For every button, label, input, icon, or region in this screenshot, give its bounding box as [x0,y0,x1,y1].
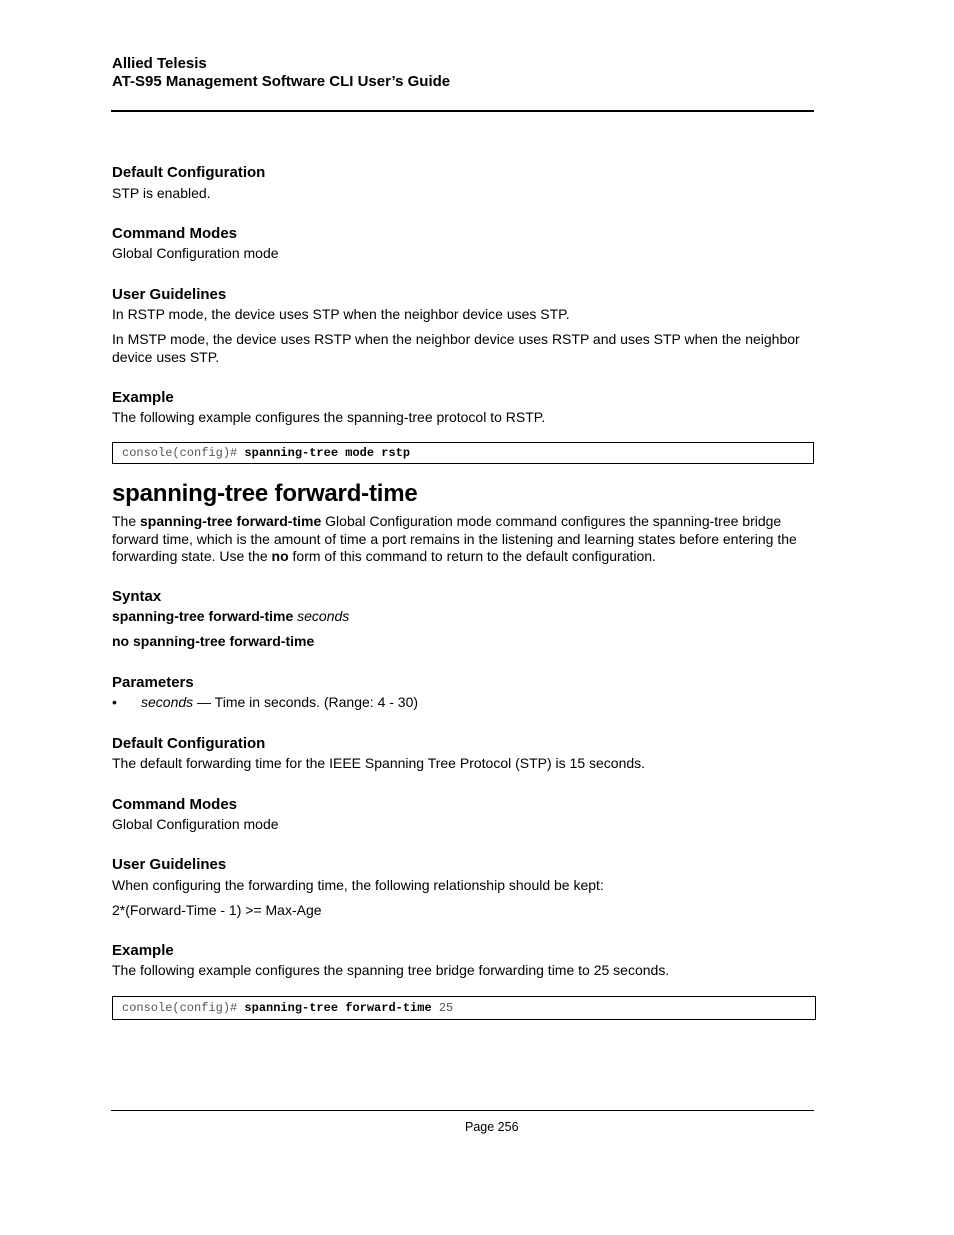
user-guidelines-heading-2: User Guidelines [112,856,227,873]
forward-time-formula: 2*(Forward-Time - 1) >= Max-Age [112,902,322,918]
parameter-name: seconds [141,694,194,710]
example-heading: Example [112,389,174,406]
example-text-2: The following example configures the spanning tree bridge forwarding time to 25 seconds. [112,962,670,978]
example-text: The following example configures the spanning-tree protocol to RSTP. [112,409,546,425]
user-guidelines-heading: User Guidelines [112,286,227,303]
parameters-heading: Parameters [112,674,194,691]
code-command: spanning-tree mode rstp [244,446,411,460]
company-name: Allied Telesis [112,55,207,72]
command-modes-text: Global Configuration mode [112,245,279,261]
default-config-text-2: The default forwarding time for the IEEE Spanning Tree Protocol (STP) is 15 seconds. [112,755,646,771]
code-block-2 [112,996,816,1020]
default-config-heading: Default Configuration [112,164,266,181]
syntax-heading: Syntax [112,588,162,605]
footer-divider [111,1110,814,1111]
command-modes-text-2: Global Configuration mode [112,816,279,832]
user-guidelines-p1: In RSTP mode, the device uses STP when the neighbor device uses STP. [112,306,570,322]
section-intro: The spanning-tree forward-time Global Configuration mode command configures the spanning-tree bridge forward time, which is the amount of time a port remains in the listening and learning states before entering the forwarding state. Use the no form of this command to return to the default configuration. [112,513,797,564]
header-divider [111,110,814,112]
user-guidelines-text-2: When configuring the forwarding time, the following relationship should be kept: [112,877,604,893]
guide-title: AT-S95 Management Software CLI User’s Guide [112,73,451,90]
example-heading-2: Example [112,942,174,959]
command-modes-heading: Command Modes [112,225,238,242]
parameter-item: seconds — Time in seconds. (Range: 4 - 30) [141,694,419,710]
code-argument: 25 [438,1001,454,1015]
code-command-2: spanning-tree forward-time [244,1001,432,1015]
syntax-line-2: no spanning-tree forward-time [112,633,315,649]
intro-no-keyword: no [271,548,289,564]
section-title: spanning-tree forward-time [112,480,418,507]
code-prompt: console(config)# [122,446,238,460]
intro-command: spanning-tree forward-time [140,513,322,529]
code-prompt-2: console(config)# [122,1001,238,1015]
default-config-heading-2: Default Configuration [112,735,266,752]
code-block [112,442,814,464]
syntax-line-1: spanning-tree forward-time seconds [112,608,350,624]
page-number: Page 256 [465,1120,519,1134]
default-config-text: STP is enabled. [112,185,211,201]
parameter-bullet: • [112,694,117,710]
command-modes-heading-2: Command Modes [112,796,238,813]
user-guidelines-p2: In MSTP mode, the device uses RSTP when the neighbor device uses RSTP and uses STP when the neighbor device uses STP. [112,331,800,365]
syntax-argument: seconds [297,608,350,624]
